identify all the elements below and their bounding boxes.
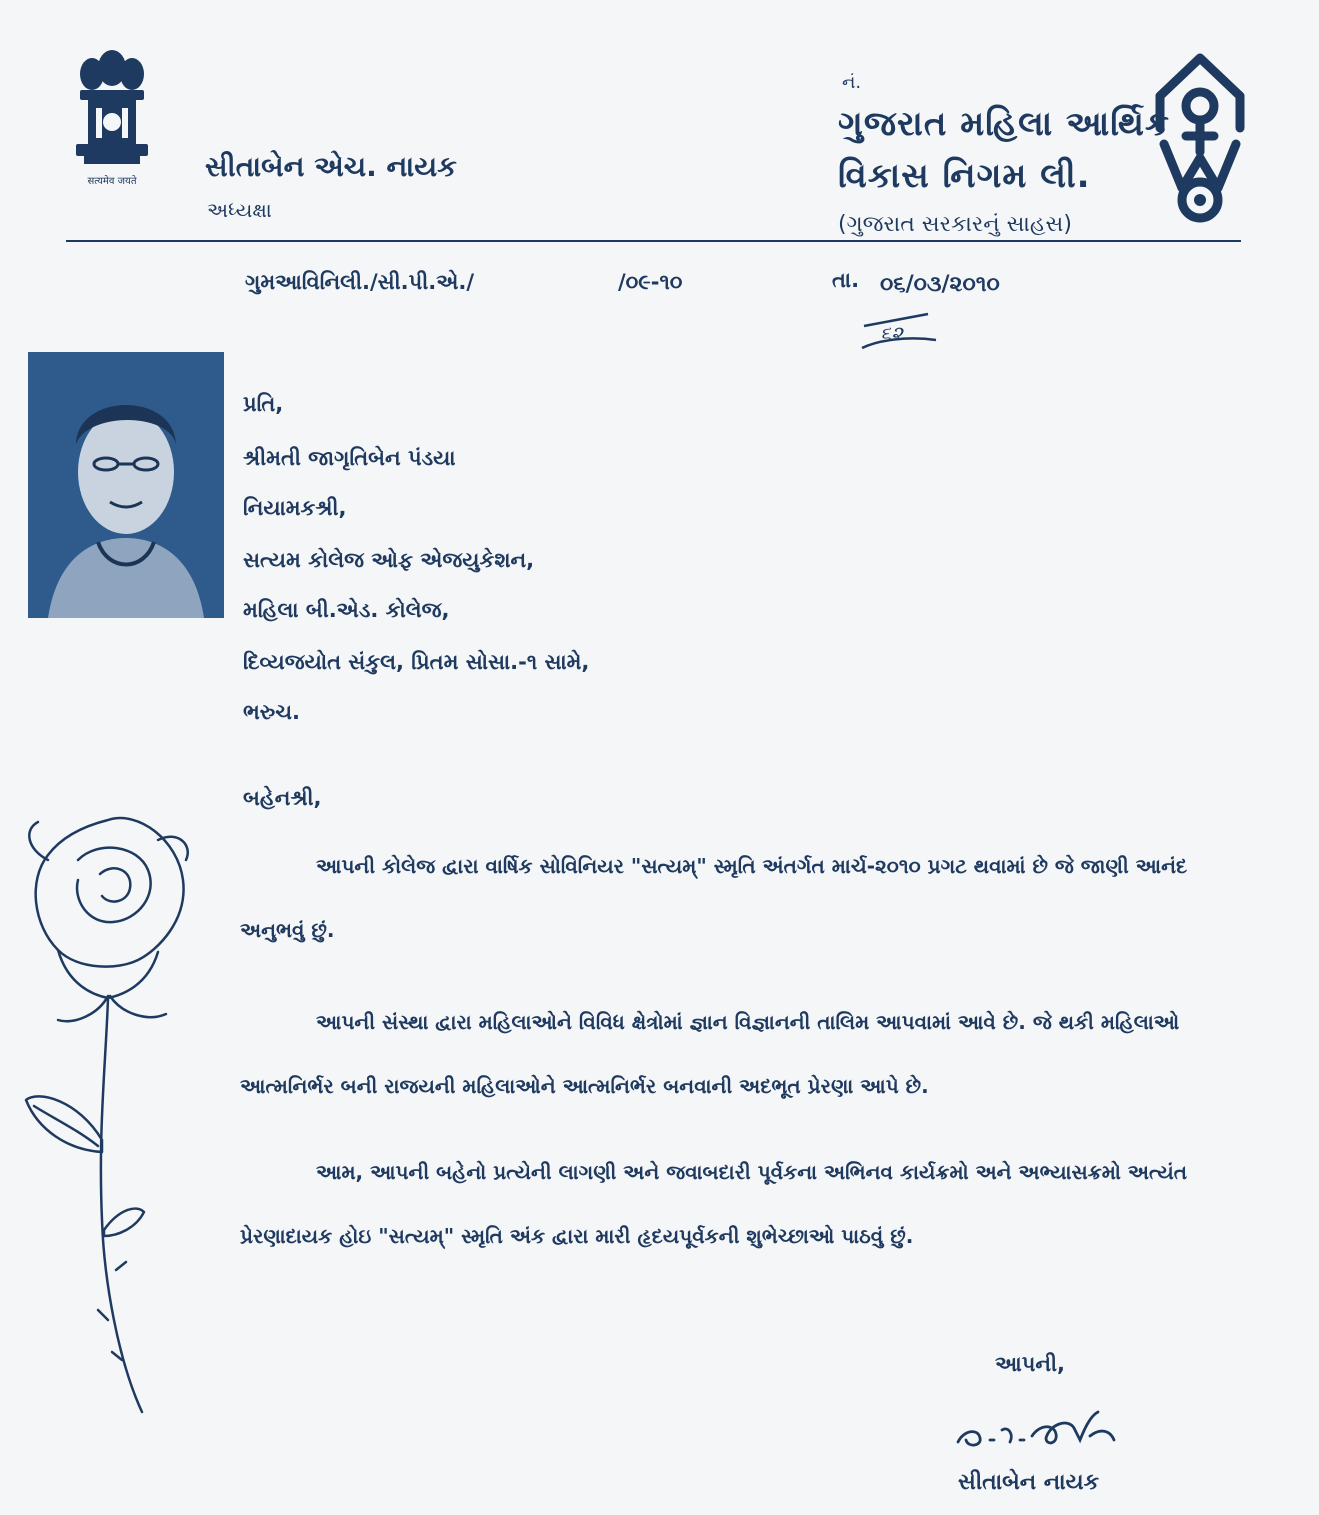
portrait-photo xyxy=(28,352,224,618)
svg-text:सत्यमेव जयते: सत्यमेव जयते xyxy=(87,176,137,187)
address-line: દિવ્યજયોત સંકુલ, પ્રિતમ સોસા.-૧ સામે, xyxy=(243,650,590,674)
org-name-line2: વિકાસ નિગમ લી. xyxy=(838,156,1091,196)
address-line: મહિલા બી.એડ. કોલેજ, xyxy=(243,598,450,622)
address-line: શ્રીમતી જાગૃતિબેન પંડયા xyxy=(243,446,456,470)
address-line: સત્યમ કોલેજ ઓફ એજયુકેશન, xyxy=(243,548,535,572)
address-line: નિયામકશ્રી, xyxy=(243,496,347,520)
signatory-name: સીતાબેન નાયક xyxy=(958,1470,1100,1495)
corporation-logo-icon xyxy=(1152,48,1248,226)
body-paragraph: આપની સંસ્થા દ્વારા મહિલાઓને વિવિધ ક્ષેત્રોમાં જ્ઞાન વિજ્ઞાનની તાલિમ આપવામાં આવે છે. જે થકી મહિલાઓ આત્મનિર્ભર બની રાજયની મહિલાઓને આત્મનિર્ભર બનવાની અદભૂત પ્રેરણા આપે છે. xyxy=(240,1010,1180,1098)
salutation: બહેનશ્રી, xyxy=(243,786,322,810)
address-line: ભરુચ. xyxy=(243,700,300,724)
org-number-label: નં. xyxy=(842,72,862,93)
body-paragraph: આપની કોલેજ દ્વારા વાર્ષિક સોવિનિયર "સત્યમ્" સ્મૃતિ અંતર્ગત માર્ચ-૨૦૧૦ પ્રગટ થવામાં છે જે જાણી આનંદ અનુભવું છું. xyxy=(240,854,1188,942)
sender-name: સીતાબેન એચ. નાયક xyxy=(205,150,457,183)
body-paragraph: આમ, આપની બહેનો પ્રત્યેની લાગણી અને જવાબદારી પૂર્વકના અભિનવ કાર્યક્રમો અને અભ્યાસક્રમો અત્યંત પ્રેરણાદાયક હોઇ "સત્યમ્" સ્મૃતિ અંક દ્વારા મારી હૃદયપૂર્વકની શુભેચ્છાઓ પાઠવું છું. xyxy=(240,1160,1187,1248)
org-subtitle: (ગુજરાત સરકારનું સાહસ) xyxy=(838,212,1072,237)
closing-phrase: આપની, xyxy=(995,1352,1065,1376)
signature xyxy=(950,1400,1120,1460)
handwritten-note xyxy=(858,310,938,356)
letter-date: ૦૬/૦૩/૨૦૧૦ xyxy=(880,272,1000,297)
header-divider xyxy=(66,240,1241,242)
sender-title: અધ્યક્ષા xyxy=(207,198,272,222)
date-label: તા. xyxy=(832,268,860,292)
reference-year: /૦૯-૧૦ xyxy=(618,270,683,294)
address-line: પ્રતિ, xyxy=(243,392,284,416)
rose-illustration xyxy=(18,800,198,1425)
org-name-line1: ગુજરાત મહિલા આર્થિક xyxy=(838,104,1171,144)
national-emblem-icon xyxy=(66,38,158,188)
reference-number: ગુમઆવિનિલી./સી.પી.એ./ xyxy=(245,270,475,294)
svg-text:૬૨: ૬૨ xyxy=(880,321,903,345)
